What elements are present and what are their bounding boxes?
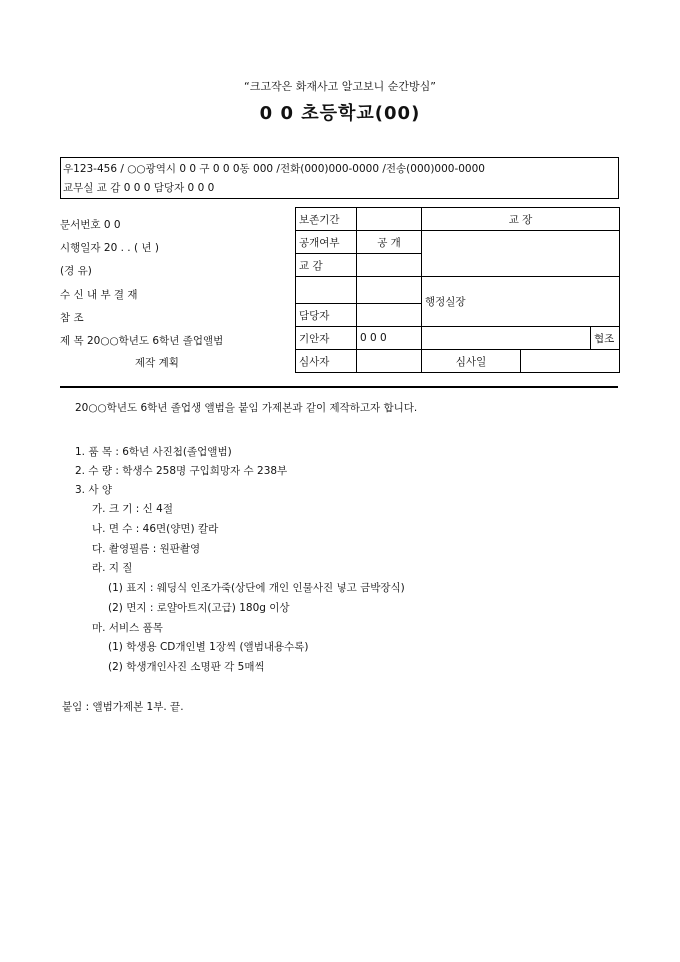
principal-label: 교 장 bbox=[422, 208, 620, 231]
service-photo: (2) 학생개인사진 소명판 각 5매씩 bbox=[108, 661, 265, 673]
admin-chief-label: 행정실장 bbox=[422, 277, 620, 327]
retention-label: 보존기간 bbox=[296, 208, 357, 231]
spec-pages: 나. 면 수 : 46면(양면) 칼라 bbox=[92, 523, 219, 535]
cooperation-sign bbox=[422, 327, 591, 350]
blank-value-cell bbox=[357, 277, 422, 304]
cooperation-label: 협조 bbox=[591, 327, 620, 350]
drafter-value: 0 0 0 bbox=[357, 327, 422, 350]
reviewer-label: 심사자 bbox=[296, 350, 357, 373]
via-line: (경 유) bbox=[60, 265, 92, 277]
subject-continuation: 제작 계획 bbox=[135, 357, 179, 369]
office-line: 교무실 교 감 0 0 0 담당자 0 0 0 bbox=[63, 182, 215, 194]
spec-film: 다. 촬영필름 : 원판촬영 bbox=[92, 543, 201, 555]
service-items: 마. 서비스 품목 bbox=[92, 622, 163, 634]
intro-text: 20○○학년도 6학년 졸업생 앨범을 붙임 가제본과 같이 제작하고자 합니다. bbox=[75, 402, 418, 414]
spec-size: 가. 크 기 : 신 4절 bbox=[92, 503, 173, 515]
vice-principal-label: 교 감 bbox=[296, 254, 357, 277]
address-box bbox=[60, 157, 619, 199]
staff-sign bbox=[357, 304, 422, 327]
retention-value bbox=[357, 208, 422, 231]
section-divider bbox=[60, 386, 618, 388]
review-date-label: 심사일 bbox=[422, 350, 521, 373]
issue-date: 시행일자 20 . . ( 년 ) bbox=[60, 242, 159, 254]
item-3: 3. 사 양 bbox=[75, 484, 112, 496]
blank-label-cell bbox=[296, 277, 357, 304]
doc-number: 문서번호 0 0 bbox=[60, 219, 121, 231]
school-title: 0 0 초등학교(00) bbox=[259, 103, 421, 124]
spec-cover: (1) 표지 : 웨딩식 인조가죽(상단에 개인 인물사진 넣고 금박장식) bbox=[108, 582, 405, 594]
disclosure-value: 공 개 bbox=[357, 231, 422, 254]
staff-label: 담당자 bbox=[296, 304, 357, 327]
spec-endpaper: (2) 면지 : 로얄아트지(고급) 180g 이상 bbox=[108, 602, 290, 614]
reference-line: 참 조 bbox=[60, 312, 84, 324]
reviewer-sign bbox=[357, 350, 422, 373]
service-cd: (1) 학생용 CD개인별 1장씩 (앨범내용수록) bbox=[108, 641, 309, 653]
item-1: 1. 품 목 : 6학년 사진첩(졸업앨범) bbox=[75, 446, 232, 458]
principal-sign-cell bbox=[422, 231, 620, 277]
review-date-value bbox=[521, 350, 620, 373]
motto-slogan: “크고작은 화재사고 알고보니 순간방심” bbox=[244, 80, 436, 93]
address-line: 우123-456 / ○○광역시 0 0 구 0 0 0동 000 /전화(000)000-0000 /전송(000)000-0000 bbox=[63, 163, 485, 175]
item-2: 2. 수 량 : 학생수 258명 구입희망자 수 238부 bbox=[75, 465, 288, 477]
attachment-line: 붙임 : 앨범가제본 1부. 끝. bbox=[62, 701, 184, 713]
recipient-line: 수 신 내 부 결 재 bbox=[60, 289, 138, 301]
spec-paper: 라. 지 질 bbox=[92, 562, 133, 574]
subject-line: 제 목 20○○학년도 6학년 졸업앨범 bbox=[60, 335, 224, 347]
disclosure-label: 공개여부 bbox=[296, 231, 357, 254]
drafter-label: 기안자 bbox=[296, 327, 357, 350]
approval-table bbox=[295, 207, 620, 373]
vice-principal-sign bbox=[357, 254, 422, 277]
